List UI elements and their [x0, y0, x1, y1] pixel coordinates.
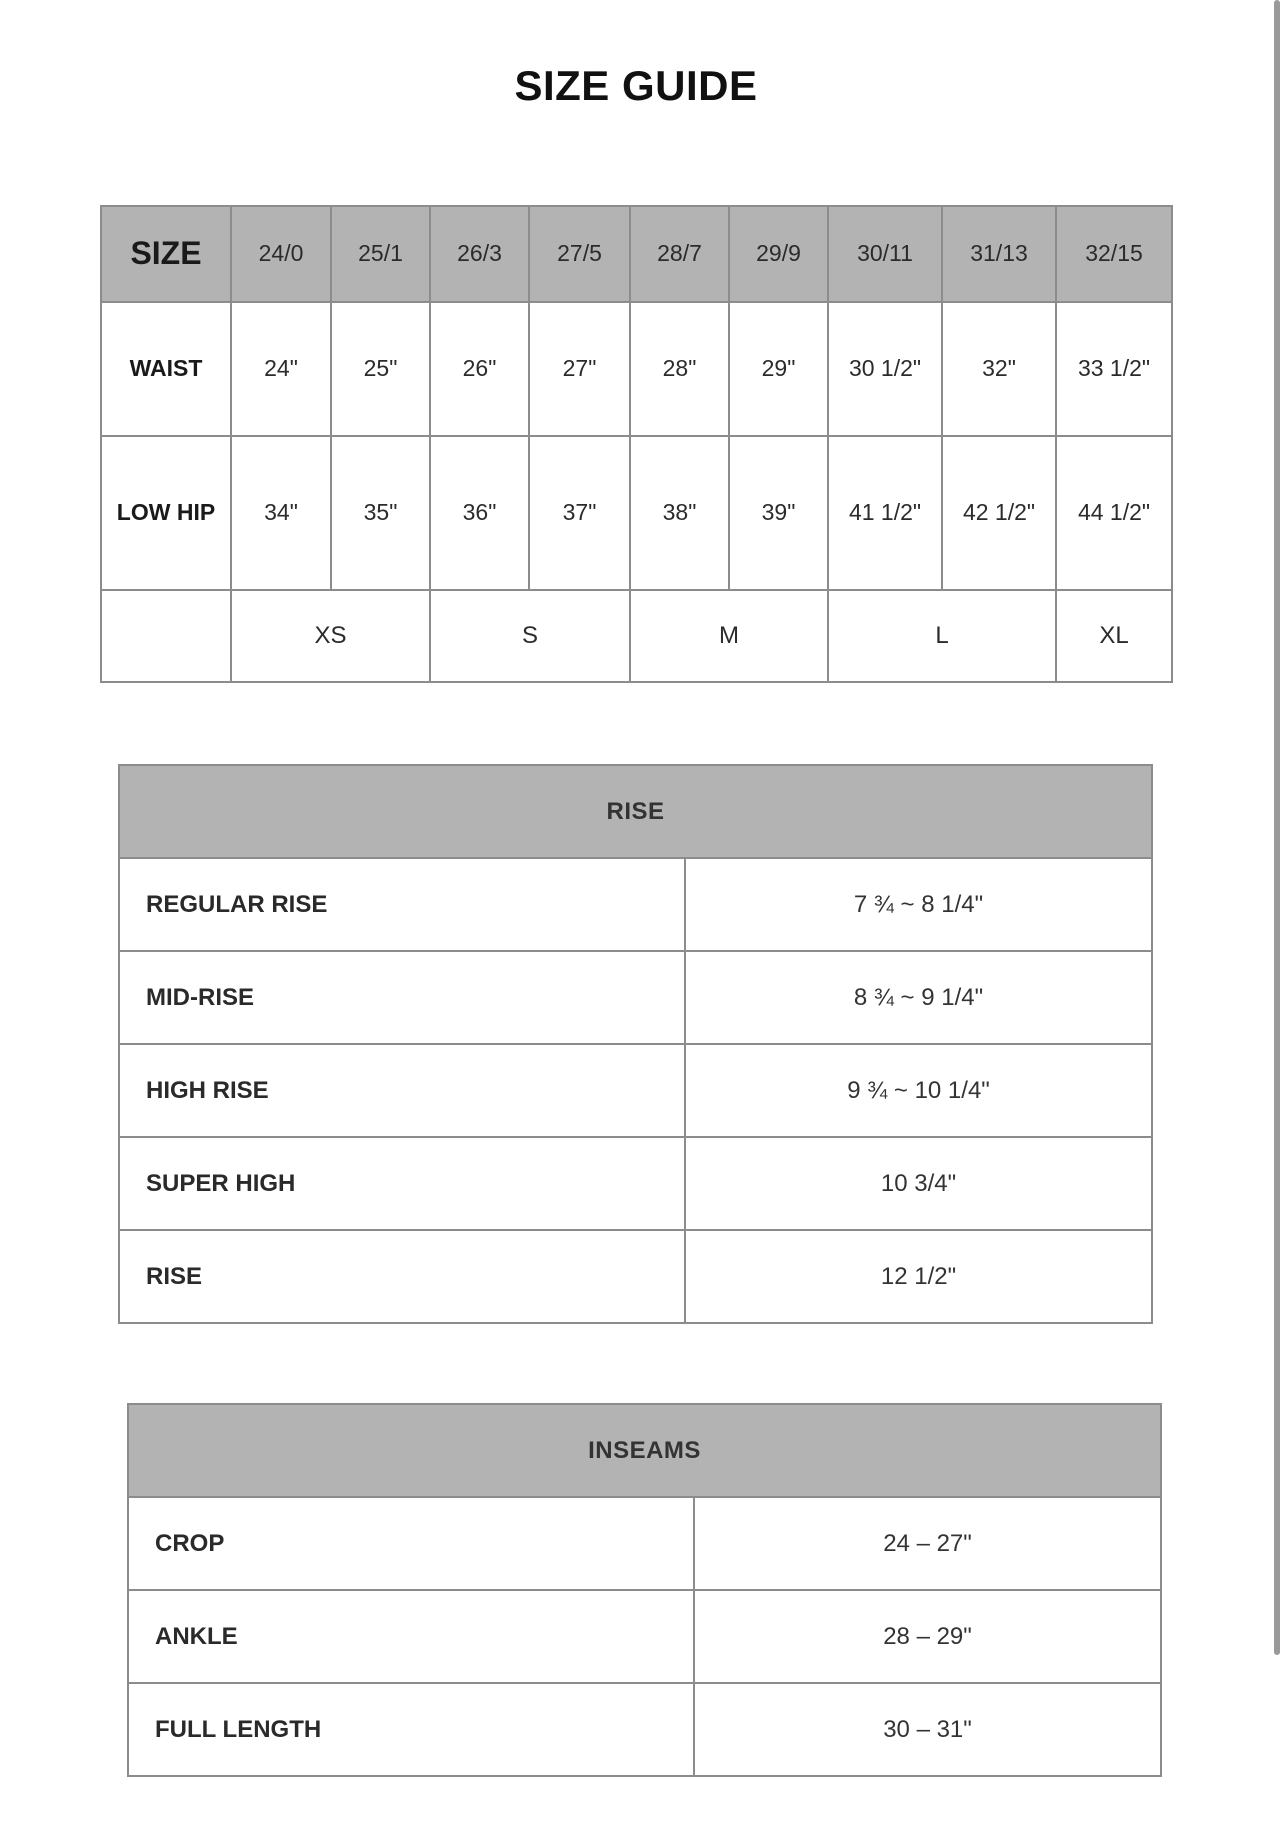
rise-label: HIGH RISE [119, 1044, 685, 1137]
inseam-value: 24 – 27" [694, 1497, 1161, 1590]
rise-table-title: RISE [119, 765, 1152, 858]
low-hip-cell: 36" [430, 436, 529, 590]
waist-cell: 25" [331, 302, 430, 436]
waist-cell: 33 1/2" [1056, 302, 1172, 436]
size-header-cell: 28/7 [630, 206, 729, 302]
letter-size-cell: XL [1056, 590, 1172, 682]
letter-size-cell: XS [231, 590, 430, 682]
low-hip-label: LOW HIP [101, 436, 231, 590]
size-header-cell: 29/9 [729, 206, 828, 302]
inseam-label: CROP [128, 1497, 694, 1590]
rise-value: 10 3/4" [685, 1137, 1152, 1230]
size-chart-table [100, 205, 1173, 683]
waist-cell: 24" [231, 302, 331, 436]
scrollbar-thumb[interactable] [1274, 0, 1280, 1655]
rise-value: 12 1/2" [685, 1230, 1152, 1323]
rise-value: 7 ¾ ~ 8 1/4" [685, 858, 1152, 951]
rise-value: 8 ¾ ~ 9 1/4" [685, 951, 1152, 1044]
low-hip-cell: 44 1/2" [1056, 436, 1172, 590]
inseam-label: FULL LENGTH [128, 1683, 694, 1776]
inseam-label: ANKLE [128, 1590, 694, 1683]
letter-size-cell: S [430, 590, 630, 682]
rise-value: 9 ¾ ~ 10 1/4" [685, 1044, 1152, 1137]
low-hip-cell: 39" [729, 436, 828, 590]
size-header-cell: 32/15 [1056, 206, 1172, 302]
low-hip-cell: 35" [331, 436, 430, 590]
table-row [119, 951, 1152, 1044]
size-header-cell: 26/3 [430, 206, 529, 302]
waist-cell: 26" [430, 302, 529, 436]
size-header-row [101, 206, 1172, 302]
waist-cell: 29" [729, 302, 828, 436]
table-row [128, 1497, 1161, 1590]
inseam-value: 28 – 29" [694, 1590, 1161, 1683]
table-row [119, 1230, 1152, 1323]
waist-cell: 30 1/2" [828, 302, 942, 436]
waist-cell: 32" [942, 302, 1056, 436]
size-header-cell: 27/5 [529, 206, 630, 302]
waist-cell: 27" [529, 302, 630, 436]
low-hip-row [101, 436, 1172, 590]
table-row [119, 1044, 1152, 1137]
size-header-cell: 25/1 [331, 206, 430, 302]
letter-size-row [101, 590, 1172, 682]
rise-table [118, 764, 1153, 1324]
page-title: SIZE GUIDE [514, 62, 758, 109]
size-header-cell: 31/13 [942, 206, 1056, 302]
inseam-table [127, 1403, 1162, 1777]
letter-size-cell: M [630, 590, 828, 682]
inseam-value: 30 – 31" [694, 1683, 1161, 1776]
size-header-cell: 30/11 [828, 206, 942, 302]
size-header-label: SIZE [101, 206, 231, 302]
rise-label: REGULAR RISE [119, 858, 685, 951]
low-hip-cell: 34" [231, 436, 331, 590]
rise-header-row [119, 765, 1152, 858]
vertical-scrollbar[interactable] [1272, 0, 1284, 1826]
waist-row [101, 302, 1172, 436]
table-row [119, 1137, 1152, 1230]
low-hip-cell: 41 1/2" [828, 436, 942, 590]
size-header-cell: 24/0 [231, 206, 331, 302]
low-hip-cell: 42 1/2" [942, 436, 1056, 590]
waist-label: WAIST [101, 302, 231, 436]
inseam-header-row [128, 1404, 1161, 1497]
inseam-table-title: INSEAMS [128, 1404, 1161, 1497]
waist-cell: 28" [630, 302, 729, 436]
table-row [128, 1590, 1161, 1683]
table-row [128, 1683, 1161, 1776]
low-hip-cell: 37" [529, 436, 630, 590]
rise-label: SUPER HIGH [119, 1137, 685, 1230]
rise-label: MID-RISE [119, 951, 685, 1044]
rise-label: RISE [119, 1230, 685, 1323]
letter-size-cell: L [828, 590, 1056, 682]
low-hip-cell: 38" [630, 436, 729, 590]
letter-size-label [101, 590, 231, 682]
table-row [119, 858, 1152, 951]
